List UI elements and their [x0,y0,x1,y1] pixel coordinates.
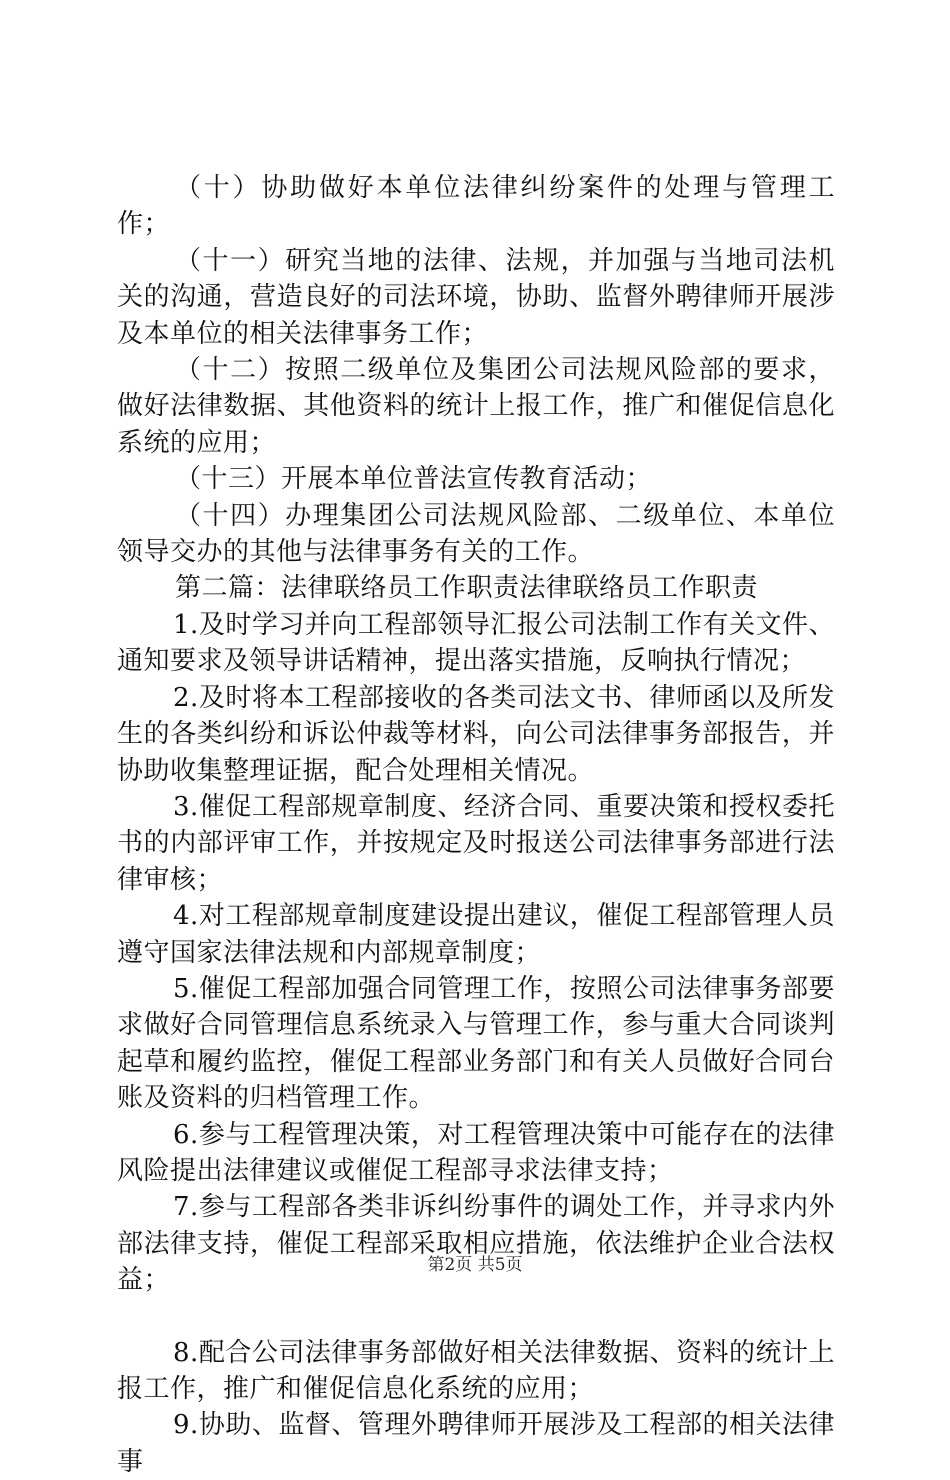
duty-item-4: 4.对工程部规章制度建设提出建议，催促工程部管理人员遵守国家法律法规和内部规章制度； [117,901,835,968]
duty-item-8: 8.配合公司法律事务部做好相关法律数据、资料的统计上报工作，推广和催促信息化系统的应用； [117,1337,835,1404]
duty-item-3: 3.催促工程部规章制度、经济合同、重要决策和授权委托书的内部评审工作，并按规定及时报送公司法律事务部进行法律审核； [117,791,835,895]
page-footer: 第2页 共5页 [427,1255,523,1275]
duty-item-2: 2.及时将本工程部接收的各类司法文书、律师函以及所发生的各类纠纷和诉讼仲裁等材料，向公司法律事务部报告，并协助收集整理证据，配合处理相关情况。 [117,682,835,786]
duty-item-7: 7.参与工程部各类非诉纠纷事件的调处工作，并寻求内外部法律支持，催促工程部采取相应措施，依法维护企业合法权益； [117,1192,835,1296]
duty-item-6: 6.参与工程管理决策，对工程管理决策中可能存在的法律风险提出法律建议或催促工程部寻求法律支持； [117,1119,835,1186]
paragraph-13: （十三）开展本单位普法宣传教育活动； [175,464,653,495]
duty-item-5: 5.催促工程部加强合同管理工作，按照公司法律事务部要求做好合同管理信息系统录入与管理工作，参与重大合同谈判起草和履约监控，催促工程部业务部门和有关人员做好合同台账及资料的归档管理工作。 [117,973,835,1114]
blank-line [117,1299,835,1335]
paragraph-12: （十二）按照二级单位及集团公司法规风险部的要求，做好法律数据、其他资料的统计上报工作，推广和催促信息化系统的应用； [117,355,835,458]
paragraph-10: （十）协助做好本单位法律纠纷案件的处理与管理工作； [117,173,835,240]
duty-item-9: 9.协助、监督、管理外聘律师开展涉及工程部的相关法律事 [117,1410,835,1477]
paragraph-14: （十四）办理集团公司法规风险部、二级单位、本单位领导交办的其他与法律事务有关的工作。 [117,500,835,568]
duty-item-1: 1.及时学习并向工程部领导汇报公司法制工作有关文件、通知要求及领导讲话精神，提出落实措施，反响执行情况； [117,609,835,677]
section-heading: 第二篇：法律联络员工作职责法律联络员工作职责 [175,573,759,604]
document-body [117,170,835,1480]
paragraph-11: （十一）研究当地的法律、法规，并加强与当地司法机关的沟通，营造良好的司法环境，协助、监督外聘律师开展涉及本单位的相关法律事务工作； [117,245,835,349]
